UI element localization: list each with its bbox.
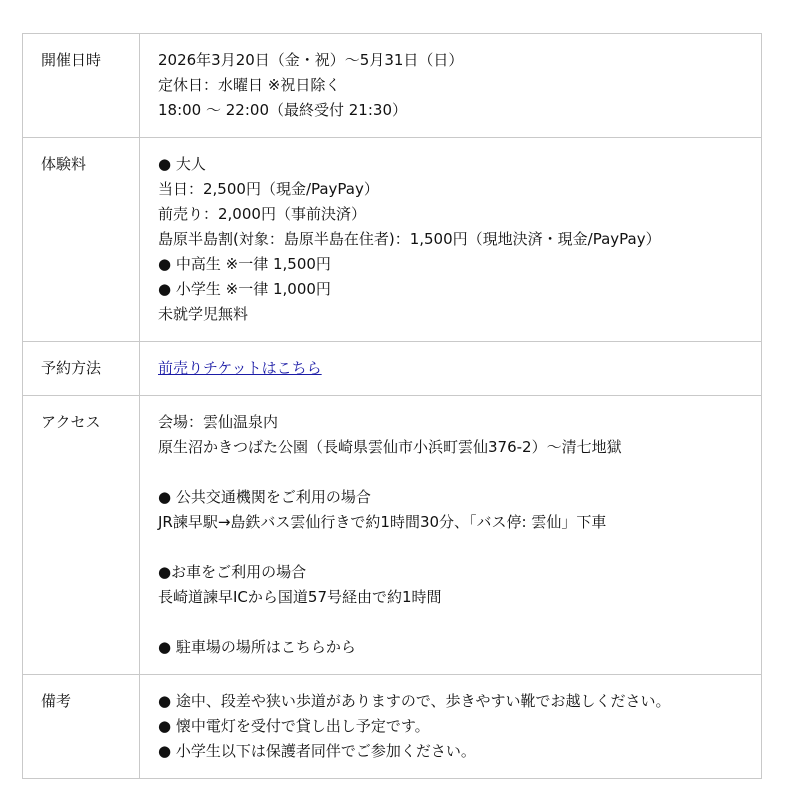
text-line: 島原半島割(対象：島原半島在住者)：1,500円（現地決済・現金/PayPay） bbox=[158, 230, 661, 248]
table-row bbox=[23, 395, 761, 674]
text-line: ● 小学生 ※一律 1,000円 bbox=[158, 280, 331, 298]
text-line: 2026年3月20日（金・祝）〜5月31日（日） bbox=[158, 51, 464, 69]
text-line: ● 小学生以下は保護者同伴でご参加ください。 bbox=[158, 742, 476, 760]
row-content bbox=[140, 396, 761, 674]
text-line: ● 懐中電灯を受付で貸し出し予定です。 bbox=[158, 717, 430, 735]
row-content bbox=[140, 342, 761, 395]
row-header: 備考 bbox=[23, 675, 140, 778]
text-line: 18:00 〜 22:00（最終受付 21:30） bbox=[158, 101, 407, 119]
text-line: JR諫早駅→島鉄バス雲仙行きで約1時間30分、「バス停: 雲仙」下車 bbox=[158, 513, 607, 531]
blank-line bbox=[158, 610, 747, 635]
table-row bbox=[23, 341, 761, 395]
text-line: 長崎道諫早ICから国道57号経由で約1時間 bbox=[158, 588, 442, 606]
event-info-table bbox=[22, 33, 762, 779]
text-line: 未就学児無料 bbox=[158, 305, 249, 323]
text-line: ● 中高生 ※一律 1,500円 bbox=[158, 255, 331, 273]
text-line: ● 公共交通機関をご利用の場合 bbox=[158, 488, 371, 506]
presale-ticket-link[interactable]: 前売りチケットはこちら bbox=[158, 359, 322, 377]
table-row bbox=[23, 137, 761, 341]
row-header: 予約方法 bbox=[23, 342, 140, 395]
text-line: 原生沼かきつばた公園（長崎県雲仙市小浜町雲仙376-2）〜清七地獄 bbox=[158, 438, 622, 456]
text-line: 定休日：水曜日 ※祝日除く bbox=[158, 76, 341, 94]
text-line: ● 大人 bbox=[158, 155, 206, 173]
text-line: ● 途中、段差や狭い歩道がありますので、歩きやすい靴でお越しください。 bbox=[158, 692, 671, 710]
table-row bbox=[23, 34, 761, 137]
row-content bbox=[140, 34, 761, 137]
row-header: 開催日時 bbox=[23, 34, 140, 137]
text-line: 当日：2,500円（現金/PayPay） bbox=[158, 180, 379, 198]
row-content bbox=[140, 138, 761, 341]
table-row bbox=[23, 674, 761, 778]
text-line: ● 駐車場の場所はこちらから bbox=[158, 638, 356, 656]
row-content bbox=[140, 675, 761, 778]
row-header: アクセス bbox=[23, 396, 140, 674]
row-header: 体験料 bbox=[23, 138, 140, 341]
blank-line bbox=[158, 460, 747, 485]
text-line: ●お車をご利用の場合 bbox=[158, 563, 307, 581]
blank-line bbox=[158, 535, 747, 560]
text-line: 前売り：2,000円（事前決済） bbox=[158, 205, 366, 223]
text-line: 会場：雲仙温泉内 bbox=[158, 413, 279, 431]
